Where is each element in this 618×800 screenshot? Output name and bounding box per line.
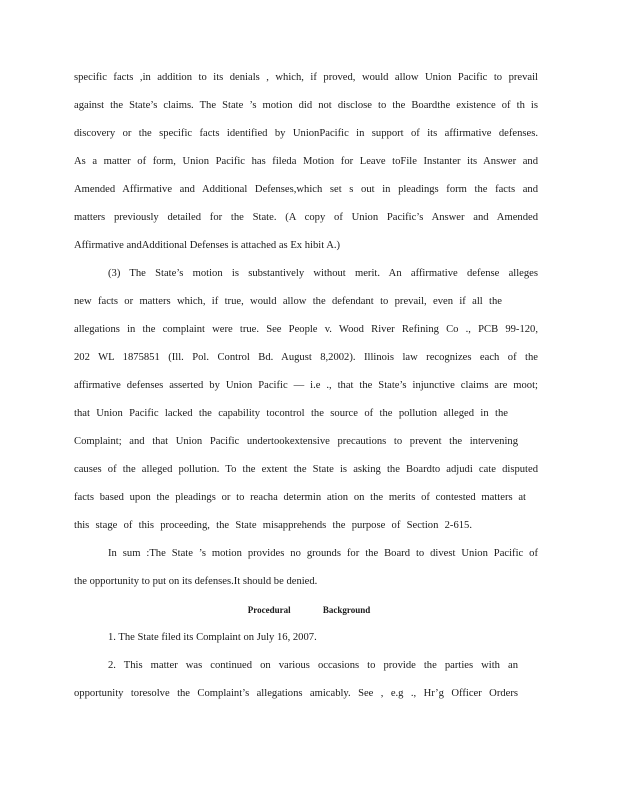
body-line-13: that Union Pacific lacked the capability tocontrol the source of the pollution alleged in the [74, 408, 508, 419]
body-line-23: opportunity toresolve the Complaint’s allegations amicably. See , e.g ., Hr’g Officer Orders [74, 688, 518, 699]
body-line-9: new facts or matters which, if true, would allow the defendant to prevail, even if all the [74, 296, 502, 307]
body-line-7: Affirmative andAdditional Defenses is attached as Ex hibit A.) [74, 240, 341, 251]
body-line-19: the opportunity to put on its defenses.It should be denied. [74, 576, 318, 587]
body-line-12: affirmative defenses asserted by Union Pacific — i.e ., that the State’s injunctive claims are moot; [74, 380, 538, 391]
numbered-item-1: 1. The State filed its Complaint on July 16, 2007. [108, 632, 317, 643]
body-line-8: (3) The State’s motion is substantively without merit. An affirmative defense alleges [108, 268, 538, 279]
body-line-5: Amended Affirmative and Additional Defenses,which set s out in pleadings form the facts and [74, 184, 538, 195]
body-line-17: this stage of this proceeding, the State misapprehends the purpose of Section 2-615. [74, 520, 472, 531]
body-line-2: against the State’s claims. The State ’s motion did not disclose to the Boardthe existence of th is [74, 100, 538, 111]
body-line-10: allegations in the complaint were true. See People v. Wood River Refining Co ., PCB 99-120, [74, 324, 538, 335]
body-line-6: matters previously detailed for the State. (A copy of Union Pacific’s Answer and Amended [74, 212, 538, 223]
body-line-16: facts based upon the pleadings or to reacha determin ation on the merits of contested matters at [74, 492, 526, 503]
body-line-4: As a matter of form, Union Pacific has fileda Motion for Leave toFile Instanter its Answer and [74, 156, 538, 167]
section-heading: Procedural Background [247, 605, 371, 615]
body-line-11: 202 WL 1875851 (Ill. Pol. Control Bd. August 8,2002). Illinois law recognizes each of the [74, 352, 538, 363]
body-line-14: Complaint; and that Union Pacific undertookextensive precautions to prevent the intervening [74, 436, 518, 447]
body-line-18: In sum :The State ’s motion provides no grounds for the Board to divest Union Pacific of [108, 548, 538, 559]
body-line-1: specific facts ,in addition to its denials , which, if proved, would allow Union Pacific to prevail [74, 72, 538, 83]
body-line-3: discovery or the specific facts identified by UnionPacific in support of its affirmative defenses. [74, 128, 538, 139]
body-line-15: causes of the alleged pollution. To the extent the State is asking the Boardto adjudi cate disputed [74, 464, 538, 475]
numbered-item-2: 2. This matter was continued on various occasions to provide the parties with an [108, 660, 518, 671]
